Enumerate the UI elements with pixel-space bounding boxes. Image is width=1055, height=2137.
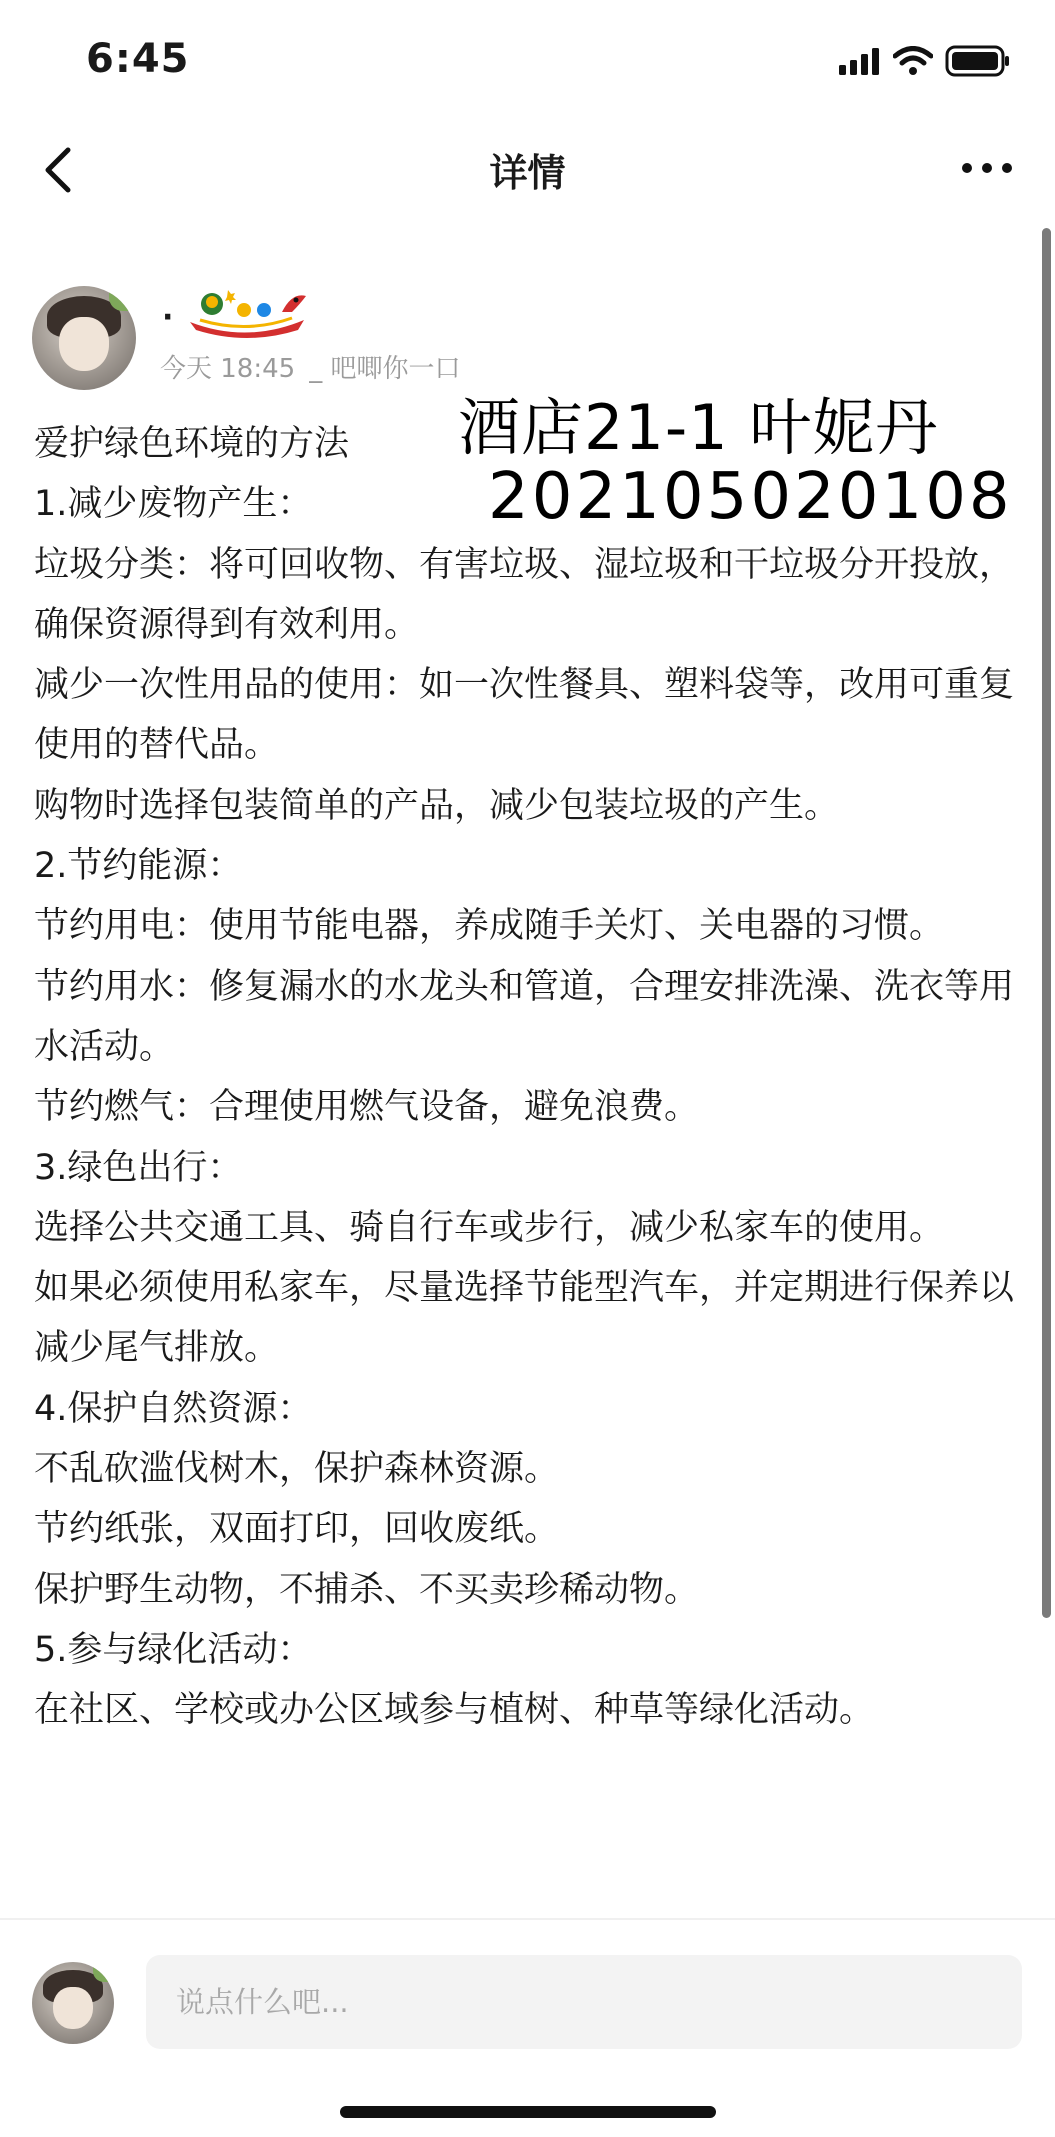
comment-avatar <box>32 1962 114 2044</box>
post-paragraph: 减少一次性用品的使用：如一次性餐具、塑料袋等，改用可重复使用的替代品。 <box>34 665 1015 766</box>
signature: _ 吧唧你一口 <box>309 354 461 384</box>
page-title: 详情 <box>489 151 566 195</box>
more-horizontal-icon <box>962 163 1012 173</box>
post-paragraph: 1.减少废物产生： <box>34 484 313 525</box>
dragon-boat-badge-icon <box>182 282 312 342</box>
comment-input[interactable] <box>146 1955 1022 2049</box>
post-content <box>34 414 1024 1741</box>
post-paragraph: 爱护绿色环境的方法 <box>34 424 350 464</box>
post-meta <box>160 348 468 385</box>
status-bar <box>0 0 1055 120</box>
post-paragraph: 3.绿色出行： <box>34 1147 243 1188</box>
username[interactable]: · <box>162 300 174 335</box>
post-paragraph: 节约用电：使用节能电器，养成随手关灯、关电器的习惯。 <box>34 906 945 947</box>
cellular-signal-icon <box>839 47 881 75</box>
post-paragraph: 垃圾分类：将可回收物、有害垃圾、湿垃圾和干垃圾分开投放，确保资源得到有效利用。 <box>34 544 1015 645</box>
home-indicator[interactable] <box>340 2106 716 2118</box>
post-paragraph: 节约燃气：合理使用燃气设备，避免浪费。 <box>34 1087 700 1128</box>
status-icons <box>839 44 1011 78</box>
post-paragraph: 购物时选择包装简单的产品，减少包装垃圾的产生。 <box>34 785 840 826</box>
post-paragraph: 5.参与绿化活动： <box>34 1629 313 1670</box>
post-paragraph: 如果必须使用私家车，尽量选择节能型汽车，并定期进行保养以减少尾气排放。 <box>34 1268 1015 1369</box>
post-timestamp: 今天 18:45 <box>160 354 296 384</box>
scrollbar[interactable] <box>1042 228 1051 1618</box>
post-paragraph: 4.保护自然资源： <box>34 1388 313 1429</box>
post-paragraph: 在社区、学校或办公区域参与植树、种草等绿化活动。 <box>34 1690 875 1731</box>
post-paragraph: 2.节约能源： <box>34 846 243 887</box>
overlay-name-text: 酒店21-1 叶妮丹 <box>458 391 939 464</box>
overlay-id-text: 202105020108 <box>488 460 1013 534</box>
more-button[interactable] <box>959 150 1015 186</box>
battery-icon <box>945 45 1011 77</box>
post-paragraph: 节约用水：修复漏水的水龙头和管道，合理安排洗澡、洗衣等用水活动。 <box>34 966 1015 1067</box>
nav-bar <box>0 120 1055 220</box>
divider <box>0 1918 1055 1920</box>
post-paragraph: 节约纸张，双面打印，回收废纸。 <box>34 1509 560 1550</box>
post-paragraph: 保护野生动物，不捕杀、不买卖珍稀动物。 <box>34 1569 700 1610</box>
post-paragraph: 不乱砍滥伐树木，保护森林资源。 <box>34 1449 560 1490</box>
avatar[interactable] <box>32 286 136 390</box>
status-time: 6:45 <box>86 36 190 82</box>
post-paragraph: 选择公共交通工具、骑自行车或步行，减少私家车的使用。 <box>34 1207 945 1248</box>
wifi-icon <box>893 46 933 76</box>
